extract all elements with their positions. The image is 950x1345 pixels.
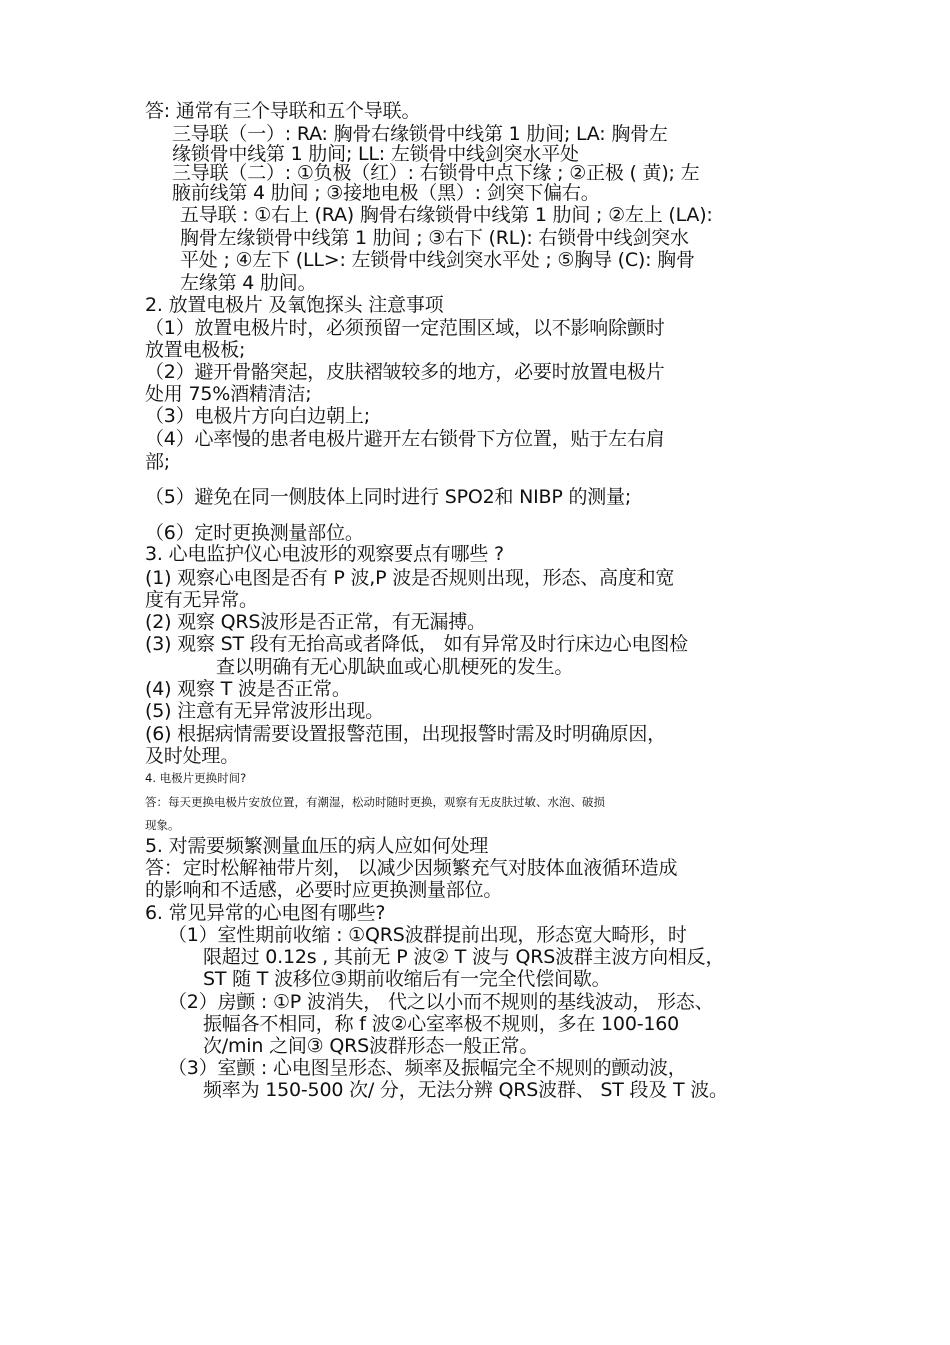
- item-6-2-line-2: 振幅各不相同，称 f 波②心室率极不规则，多在 100-160: [203, 1013, 680, 1035]
- three-lead-one-line-2: 缘锁骨中线第 1 肋间; LL: 左锁骨中线剑突水平处: [172, 143, 579, 165]
- item-6-1-line-1: （1）室性期前收缩 : ①QRS波群提前出现，形态宽大畸形，时: [168, 924, 687, 946]
- section-5-answer-line-2: 的影响和不适感，必要时应更换测量部位。: [145, 879, 503, 901]
- item-2-1-line-1: （1）放置电极片时，必须预留一定范围区域，以不影响除颤时: [145, 317, 665, 339]
- item-6-1-line-3: ST 随 T 波移位③期前收缩后有一完全代偿间歇。: [203, 968, 611, 990]
- section-2-heading: 2. 放置电极片 及氧饱探头 注意事项: [145, 294, 444, 316]
- item-6-2-line-3: 次/min 之间③ QRS波群形态一般正常。: [203, 1035, 539, 1057]
- section-5-heading: 5. 对需要频繁测量血压的病人应如何处理: [145, 835, 489, 857]
- item-3-6-line-1: (6) 根据病情需要设置报警范围，出现报警时需及时明确原因，: [145, 723, 666, 745]
- section-6-heading: 6. 常见异常的心电图有哪些?: [145, 902, 386, 924]
- item-2-4-line-2: 部;: [145, 451, 171, 473]
- item-3-2: (2) 观察 QRS波形是否正常，有无漏搏。: [145, 611, 486, 633]
- five-lead-line-4: 左缘第 4 肋间。: [180, 272, 317, 294]
- section-4-heading: 4. 电极片更换时间?: [145, 771, 247, 785]
- item-3-5: (5) 注意有无异常波形出现。: [145, 700, 384, 722]
- three-lead-two-line-1: 三导联（二）: ①负极（红）: 右锁骨中点下缘 ; ②正极 ( 黄); 左: [172, 162, 700, 184]
- item-2-1-line-2: 放置电极板;: [145, 339, 246, 361]
- answer-intro-line: 答: 通常有三个导联和五个导联。: [145, 100, 421, 122]
- three-lead-one-line-1: 三导联（一）: RA: 胸骨右缘锁骨中线第 1 肋间; LA: 胸骨左: [172, 123, 668, 145]
- item-2-6: （6）定时更换测量部位。: [145, 522, 364, 544]
- item-6-2-line-1: （2）房颤 : ①P 波消失， 代之以小而不规则的基线波动， 形态、: [168, 991, 714, 1013]
- item-3-4: (4) 观察 T 波是否正常。: [145, 678, 351, 700]
- five-lead-line-2: 胸骨左缘锁骨中线第 1 肋间 ; ③右下 (RL): 右锁骨中线剑突水: [180, 227, 689, 249]
- three-lead-two-line-2: 腋前线第 4 肋间 ; ③接地电极（黑）: 剑突下偏右。: [172, 182, 600, 204]
- section-5-answer-line-1: 答：定时松解袖带片刻， 以减少因频繁充气对肢体血液循环造成: [145, 857, 678, 879]
- item-2-2-line-2: 处用 75%酒精清洁;: [145, 383, 312, 405]
- item-2-5: （5）避免在同一侧肢体上同时进行 SPO2和 NIBP 的测量;: [145, 486, 632, 508]
- five-lead-line-3: 平处 ; ④左下 (LL>: 左锁骨中线剑突水平处 ; ⑤胸导 (C): 胸骨: [180, 249, 695, 271]
- section-4-answer-line-1: 答：每天更换电极片安放位置，有潮湿，松动时随时更换，观察有无皮肤过敏、水泡、破损: [145, 795, 605, 809]
- item-6-3-line-2: 频率为 150-500 次/ 分，无法分辨 QRS波群、 ST 段及 T 波。: [203, 1079, 728, 1101]
- section-3-heading: 3. 心电监护仪心电波形的观察要点有哪些 ?: [145, 543, 504, 565]
- item-3-3-line-1: (3) 观察 ST 段有无抬高或者降低， 如有异常及时行床边心电图检: [145, 633, 688, 655]
- item-6-1-line-2: 限超过 0.12s , 其前无 P 波② T 波与 QRS波群主波方向相反，: [203, 946, 725, 968]
- item-3-3-line-2: 查以明确有无心肌缺血或心肌梗死的发生。: [216, 656, 574, 678]
- item-2-4-line-1: （4）心率慢的患者电极片避开左右锁骨下方位置，贴于左右肩: [145, 428, 665, 450]
- item-2-3: （3）电极片方向白边朝上;: [145, 405, 370, 427]
- five-lead-line-1: 五导联 : ①右上 (RA) 胸骨右缘锁骨中线第 1 肋间 ; ②左上 (LA):: [180, 204, 713, 226]
- item-3-1-line-1: (1) 观察心电图是否有 P 波,P 波是否规则出现，形态、高度和宽: [145, 567, 675, 589]
- item-3-1-line-2: 度有无异常。: [145, 589, 258, 611]
- item-6-3-line-1: （3）室颤 : 心电图呈形态、频率及振幅完全不规则的颤动波，: [168, 1057, 687, 1079]
- section-4-answer-line-2: 现象。: [145, 818, 180, 832]
- item-2-2-line-1: （2）避开骨骼突起，皮肤褶皱较多的地方，必要时放置电极片: [145, 361, 665, 383]
- item-3-6-line-2: 及时处理。: [145, 745, 240, 767]
